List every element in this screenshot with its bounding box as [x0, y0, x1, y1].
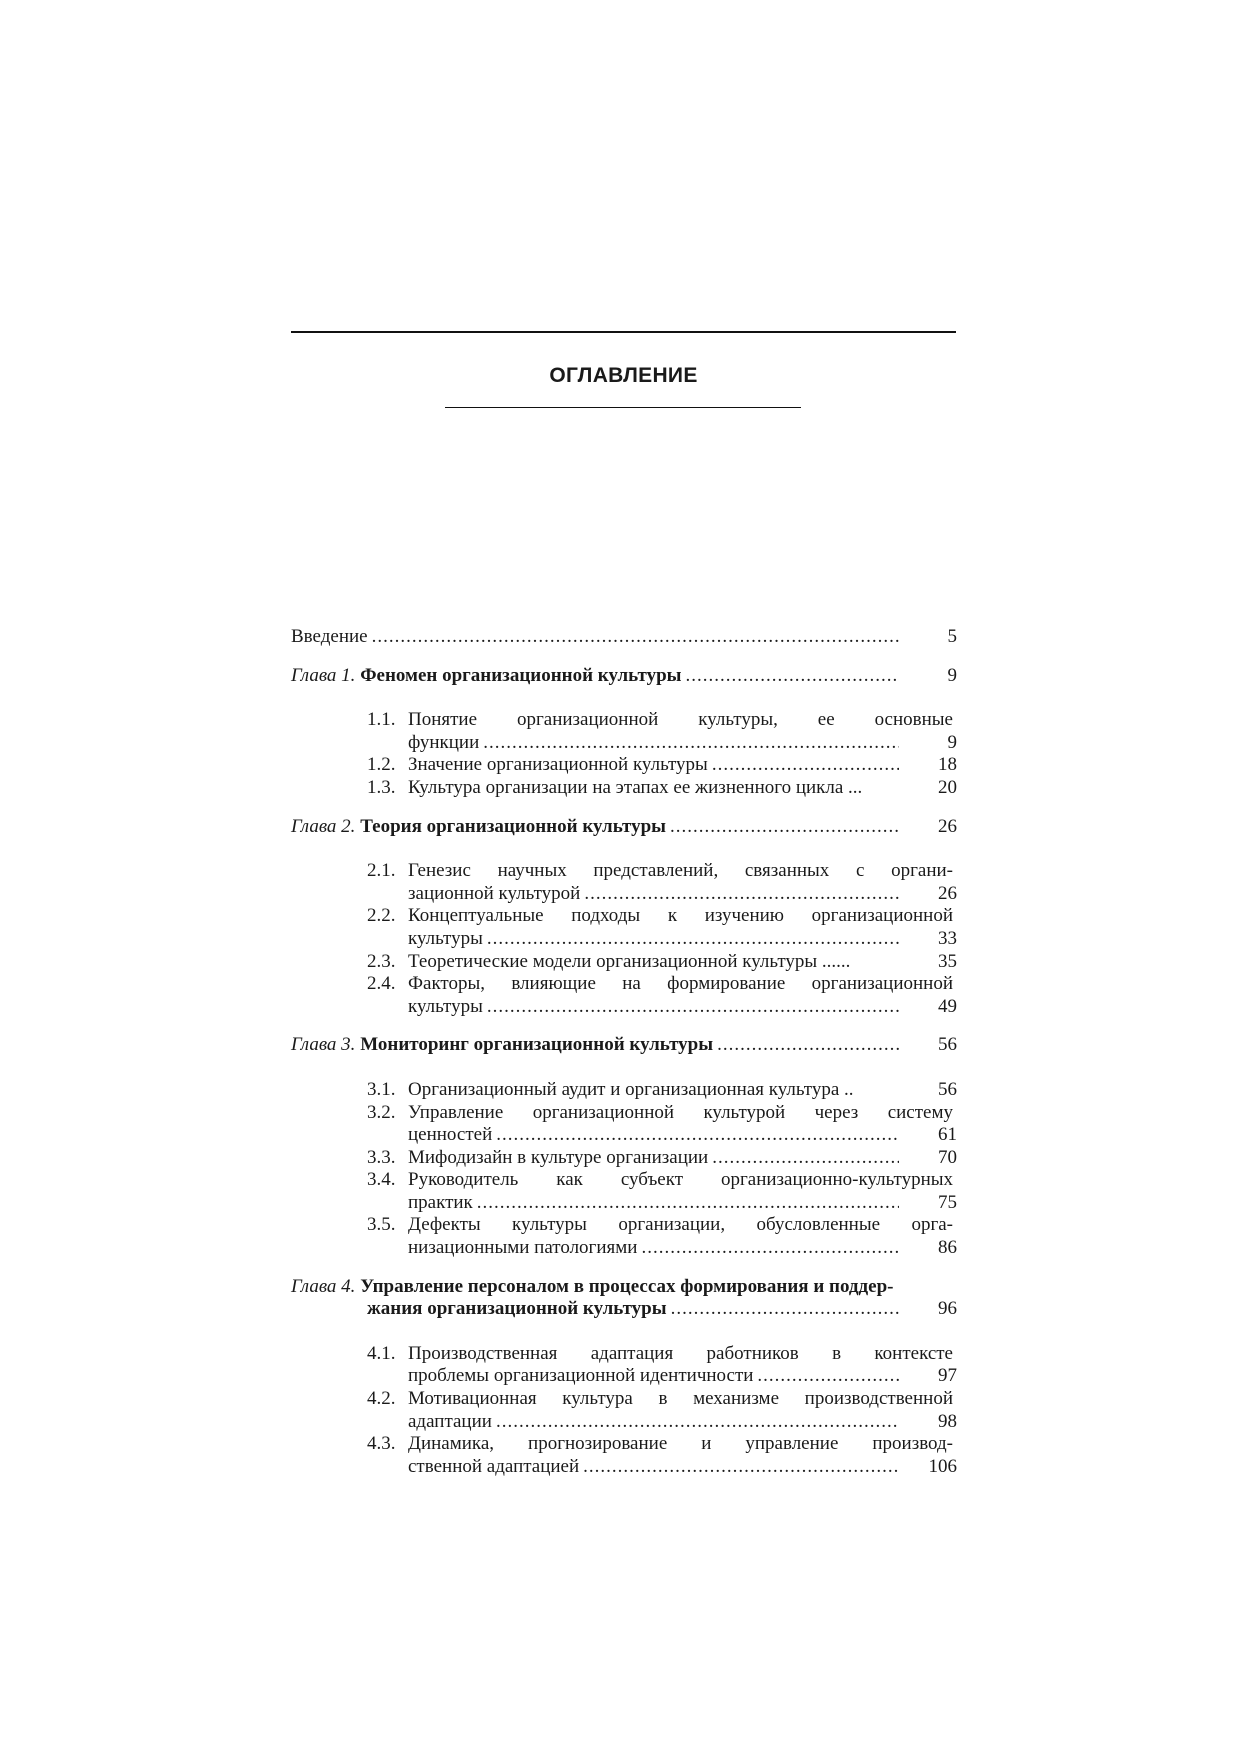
dot-leader: [641, 1237, 899, 1260]
toc-section-3-3[interactable]: [291, 1147, 957, 1170]
toc-section-2-1-cont[interactable]: [291, 883, 957, 906]
toc-section-3-2[interactable]: [291, 1102, 957, 1125]
section-number: 4.2.: [367, 1388, 396, 1410]
section-title-line: Динамика, прогнозирование и управление производ-: [408, 1433, 953, 1455]
section-number: 2.1.: [367, 860, 396, 882]
section-page: 26: [938, 882, 957, 904]
toc-section-4-3-cont[interactable]: [291, 1456, 957, 1479]
dot-leader: [712, 754, 899, 777]
section-number: 1.1.: [367, 709, 396, 731]
dot-leader: [372, 626, 899, 649]
section-title-line: проблемы организационной идентичности: [408, 1365, 754, 1387]
dot-leader: [583, 1456, 899, 1479]
section-title-line: Организационный аудит и организационная культура ..: [408, 1078, 854, 1100]
toc-section-2-2-cont[interactable]: [291, 928, 957, 951]
toc-section-1-1-cont[interactable]: [291, 732, 957, 755]
section-number: 4.1.: [367, 1342, 396, 1364]
toc-section-4-2-cont[interactable]: [291, 1411, 957, 1434]
chapter-title: жания организационной культуры: [367, 1298, 667, 1320]
section-title-line: адаптации: [408, 1410, 492, 1432]
chapter-prefix: Глава 1.: [291, 664, 356, 686]
toc-section-2-3[interactable]: [291, 951, 957, 974]
toc-chapter-4-cont[interactable]: [291, 1298, 957, 1321]
dot-leader: [487, 928, 899, 951]
toc-chapter-2[interactable]: [291, 816, 957, 839]
toc-chapter-4[interactable]: [291, 1276, 957, 1299]
section-number: 3.5.: [367, 1214, 396, 1236]
section-page: 20: [938, 776, 957, 798]
section-title-line: Дефекты культуры организации, обусловленные орга-: [408, 1214, 953, 1236]
section-title-line: Управление организационной культурой через систему: [408, 1101, 953, 1123]
section-page: 33: [938, 927, 957, 949]
section-title-line: Генезис научных представлений, связанных с органи-: [408, 860, 953, 882]
dot-leader: [712, 1147, 899, 1170]
toc-section-4-1-cont[interactable]: [291, 1365, 957, 1388]
dot-leader: [483, 732, 899, 755]
table-of-contents: [291, 626, 957, 1478]
section-number: 2.3.: [367, 950, 396, 972]
section-title-line: зационной культурой: [408, 882, 581, 904]
section-title-line: культуры: [408, 995, 483, 1017]
top-rule: [291, 331, 956, 333]
toc-section-3-2-cont[interactable]: [291, 1124, 957, 1147]
section-page: 97: [938, 1365, 957, 1387]
section-title-line: Руководитель как субъект организационно-культурных: [408, 1169, 953, 1191]
section-title-line: Мотивационная культура в механизме производственной: [408, 1388, 953, 1410]
chapter-title: Феномен организационной культуры: [360, 664, 682, 686]
toc-section-4-1[interactable]: [291, 1343, 957, 1366]
section-title-line: Мифодизайн в культуре организации: [408, 1146, 709, 1168]
toc-section-3-5-cont[interactable]: [291, 1237, 957, 1260]
section-number: 4.3.: [367, 1433, 396, 1455]
toc-section-3-4-cont[interactable]: [291, 1192, 957, 1215]
toc-section-2-4[interactable]: [291, 973, 957, 996]
section-number: 3.3.: [367, 1146, 396, 1168]
section-title-line: Теоретические модели организационной культуры ......: [408, 950, 851, 972]
title-underline: [445, 407, 801, 408]
section-number: 1.3.: [367, 776, 396, 798]
toc-section-1-1[interactable]: [291, 709, 957, 732]
dot-leader: [584, 883, 899, 906]
intro-label: Введение: [291, 626, 368, 647]
section-title-line: культуры: [408, 927, 483, 949]
section-title-line: практик: [408, 1191, 473, 1213]
section-number: 2.2.: [367, 905, 396, 927]
section-title-line: Культура организации на этапах ее жизненного цикла ...: [408, 776, 863, 798]
dot-leader: [685, 665, 899, 688]
page-title: ОГЛАВЛЕНИЕ: [549, 364, 698, 387]
section-title-line: функции: [408, 731, 480, 753]
chapter-page: 9: [947, 664, 957, 686]
section-title-line: низационными патологиями: [408, 1237, 638, 1259]
section-page: 49: [938, 995, 957, 1017]
section-page: 106: [928, 1455, 957, 1477]
chapter-prefix: Глава 2.: [291, 815, 356, 837]
chapter-page: 56: [938, 1034, 957, 1056]
section-title-line: ственной адаптацией: [408, 1455, 580, 1477]
dot-leader: [717, 1034, 899, 1057]
toc-section-3-4[interactable]: [291, 1169, 957, 1192]
dot-leader: [496, 1124, 899, 1147]
section-title-line: Понятие организационной культуры, ее основные: [408, 709, 953, 731]
chapter-page: 26: [938, 815, 957, 837]
dot-leader: [496, 1411, 899, 1434]
chapter-prefix: Глава 3.: [291, 1034, 356, 1056]
section-number: 3.4.: [367, 1169, 396, 1191]
section-number: 3.1.: [367, 1078, 396, 1100]
dot-leader: [670, 816, 899, 839]
toc-section-4-2[interactable]: [291, 1388, 957, 1411]
section-page: 75: [938, 1191, 957, 1213]
toc-section-2-1[interactable]: [291, 860, 957, 883]
toc-entry-intro[interactable]: [291, 626, 957, 649]
section-number: 1.2.: [367, 754, 396, 776]
section-page: 35: [938, 950, 957, 972]
section-title-line: ценностей: [408, 1124, 493, 1146]
chapter-title: Управление персоналом в процессах формирования и поддер-: [360, 1275, 894, 1297]
toc-section-3-5[interactable]: [291, 1214, 957, 1237]
section-page: 18: [938, 754, 957, 776]
section-title-line: Концептуальные подходы к изучению организационной: [408, 905, 953, 927]
toc-section-3-1[interactable]: [291, 1079, 957, 1102]
section-page: 9: [947, 731, 957, 753]
section-page: 86: [938, 1237, 957, 1259]
section-number: 2.4.: [367, 973, 396, 995]
toc-section-1-2[interactable]: [291, 754, 957, 777]
section-page: 98: [938, 1410, 957, 1432]
section-page: 56: [938, 1078, 957, 1100]
section-number: 3.2.: [367, 1101, 396, 1123]
toc-section-4-3[interactable]: [291, 1433, 957, 1456]
toc-chapter-3[interactable]: [291, 1034, 957, 1057]
chapter-title: Теория организационной культуры: [360, 815, 666, 837]
chapter-title: Мониторинг организационной культуры: [360, 1034, 714, 1056]
section-title-line: Факторы, влияющие на формирование организационной: [408, 973, 953, 995]
section-page: 70: [938, 1146, 957, 1168]
chapter-page: 96: [938, 1298, 957, 1320]
toc-section-2-4-cont[interactable]: [291, 996, 957, 1019]
section-page: 61: [938, 1124, 957, 1146]
intro-page: 5: [947, 626, 957, 647]
section-title-line: Значение организационной культуры: [408, 754, 708, 776]
toc-section-1-3[interactable]: [291, 777, 957, 800]
toc-chapter-1[interactable]: [291, 665, 957, 688]
toc-section-2-2[interactable]: [291, 905, 957, 928]
dot-leader: [487, 996, 899, 1019]
dot-leader: [671, 1298, 899, 1321]
dot-leader: [477, 1192, 899, 1215]
section-title-line: Производственная адаптация работников в контексте: [408, 1342, 953, 1364]
chapter-prefix: Глава 4.: [291, 1275, 356, 1297]
dot-leader: [757, 1365, 899, 1388]
